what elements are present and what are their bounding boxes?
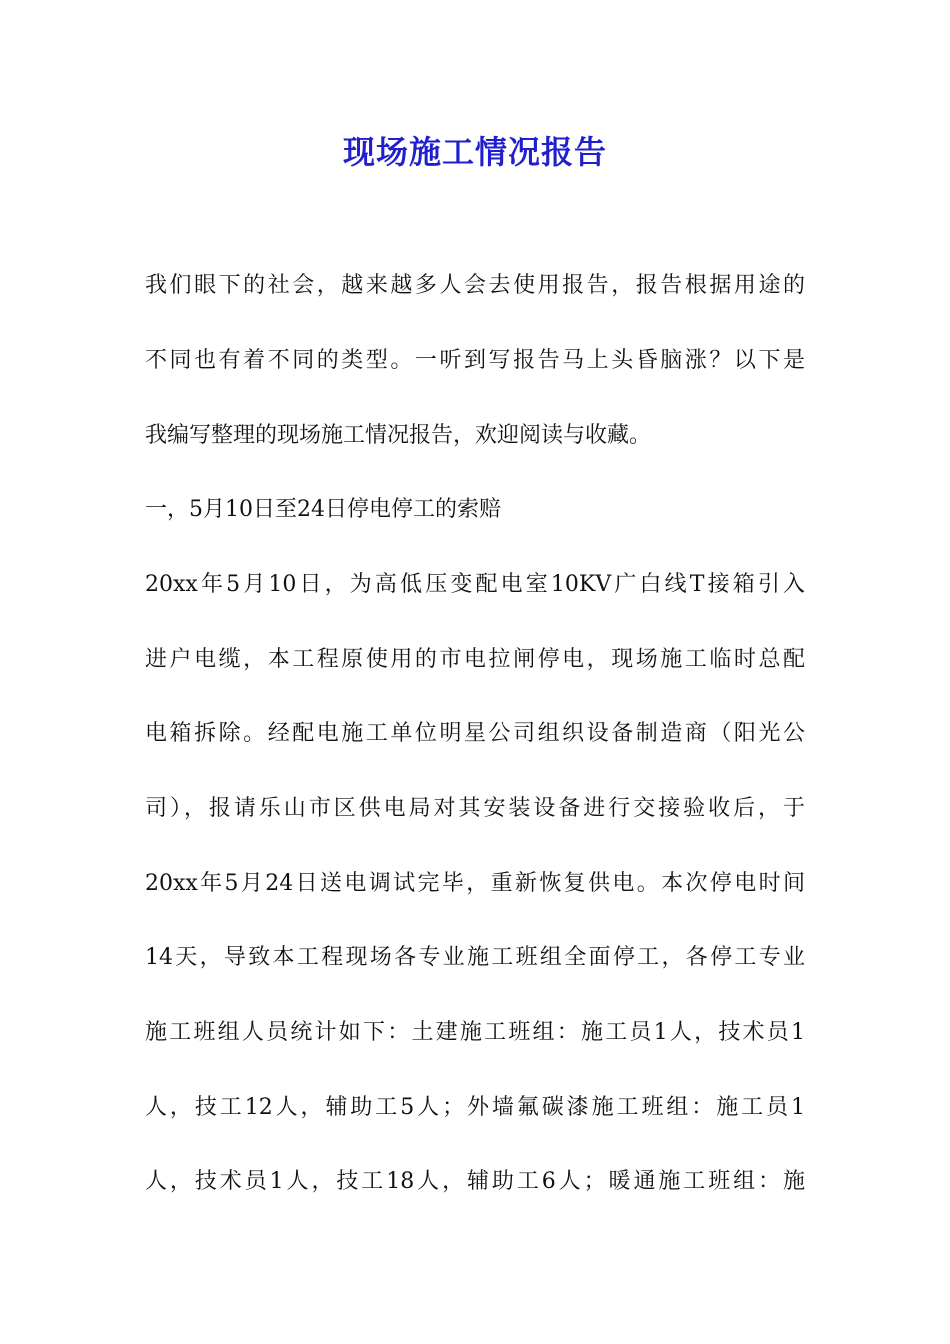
- paragraph-line: 人，技工12人，辅助工5人；外墙氟碳漆施工班组：施工员1: [145, 1095, 805, 1120]
- paragraph-line: 施工班组人员统计如下：土建施工班组：施工员1人，技术员1: [145, 1020, 805, 1045]
- paragraph-line: 我们眼下的社会，越来越多人会去使用报告，报告根据用途的: [145, 273, 805, 298]
- paragraph-line: 不同也有着不同的类型。一听到写报告马上头昏脑涨？以下是: [145, 348, 805, 373]
- paragraph-line: 20xx年5月24日送电调试完毕，重新恢复供电。本次停电时间: [145, 871, 805, 896]
- paragraph-line: 我编写整理的现场施工情况报告，欢迎阅读与收藏。: [145, 423, 652, 448]
- section-heading: 一，5月10日至24日停电停工的索赔: [145, 497, 501, 522]
- paragraph-line: 20xx年5月10日，为高低压变配电室10KV广白线T接箱引入: [145, 572, 805, 597]
- paragraph-line: 司），报请乐山市区供电局对其安装设备进行交接验收后，于: [145, 796, 805, 821]
- paragraph-line: 进户电缆，本工程原使用的市电拉闸停电，现场施工临时总配: [145, 647, 805, 672]
- paragraph-line: 人，技术员1人，技工18人，辅助工6人；暖通施工班组：施: [145, 1169, 805, 1194]
- paragraph-line: 电箱拆除。经配电施工单位明星公司组织设备制造商（阳光公: [145, 721, 805, 746]
- paragraph-line: 14天，导致本工程现场各专业施工班组全面停工，各停工专业: [145, 945, 805, 970]
- document-title: 现场施工情况报告: [342, 133, 607, 171]
